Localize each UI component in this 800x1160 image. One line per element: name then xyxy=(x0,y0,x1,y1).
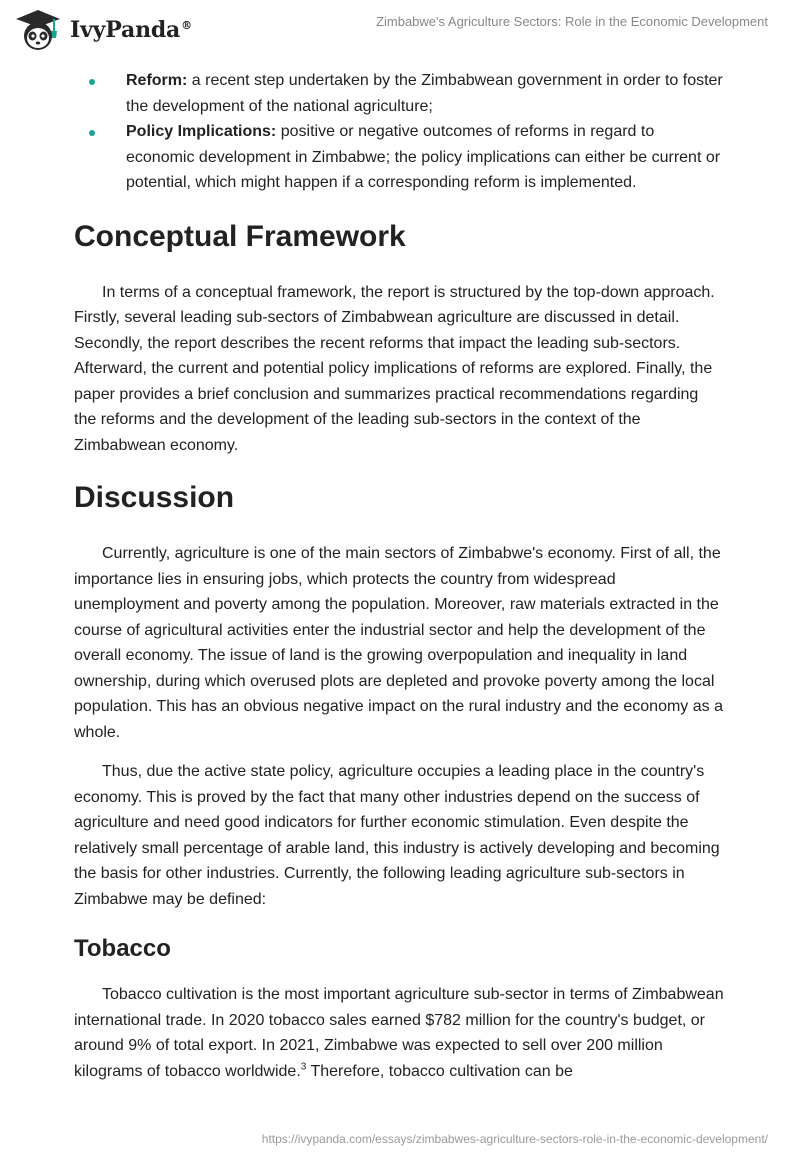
bullet-icon xyxy=(89,130,95,136)
definition-term: Reform: xyxy=(126,72,188,89)
document-title: Zimbabwe's Agriculture Sectors: Role in the Economic Development xyxy=(376,14,768,29)
bullet-icon xyxy=(89,79,95,85)
discussion-heading: Discussion xyxy=(74,481,235,514)
source-url[interactable]: https://ivypanda.com/essays/zimbabwes-agriculture-sectors-role-in-the-economic-development/ xyxy=(261,1132,768,1146)
ivypanda-logo[interactable] xyxy=(14,8,224,52)
discussion-paragraph-1: Currently, agriculture is one of the main sectors of Zimbabwe's economy. First of all, the importance lies in ensuring jobs, which protects the country from widespread unemployment and poverty among the population. Moreover, raw materials extracted in the course of agricultural activities enter the industrial sector and help the development of the overall economy. The issue of land is the growing overpopulation and inequality in land ownership, during which overused plots are depleted and provoke poverty among the local population. This has an obvious negative impact on the rural industry and the economy as a whole. xyxy=(74,545,723,741)
logo-wordmark: IvyPanda® xyxy=(70,17,192,43)
definitions-list xyxy=(74,68,724,196)
tobacco-heading: Tobacco xyxy=(74,935,171,962)
essay-content xyxy=(74,68,724,1084)
tobacco-paragraph: Tobacco cultivation is the most important agriculture sub-sector in terms of Zimbabwean international trade. In 2020 tobacco sales earned $782 million for the country's budget, or around 9% of total export. In 2021, Zimbabwe was expected to sell over 200 million kilograms of tobacco worldwide.$^3$ Therefore, tobacco cultivation can be xyxy=(74,986,724,1080)
definition-text: a recent step undertaken by the Zimbabwean government in order to foster the development of the national agriculture; xyxy=(126,72,723,115)
definition-term: Policy Implications: xyxy=(126,123,277,140)
conceptual-framework-heading: Conceptual Framework xyxy=(74,219,406,253)
page-header xyxy=(0,0,800,60)
footnote-ref[interactable]: 3 xyxy=(300,1061,307,1073)
list-item xyxy=(74,68,724,119)
list-item xyxy=(74,119,724,196)
conceptual-framework-paragraph: In terms of a conceptual framework, the report is structured by the top-down approach. Firstly, several leading sub-sectors of Zimbabwean agriculture are discussed in detail. Secondly, the report describes the recent reforms that impact the leading sub-sectors. Afterward, the current and potential policy implications of reforms are explored. Finally, the paper provides a brief conclusion and summarizes practical recommendations regarding the reforms and the development of the leading sub-sectors in the context of the Zimbabwean economy. xyxy=(74,283,715,454)
discussion-paragraph-2: Thus, due the active state policy, agriculture occupies a leading place in the country's economy. This is proved by the fact that many other industries depend on the success of agriculture and need good indicators for further economic stimulation. Even despite the relatively small percentage of arable land, this industry is actively developing and becoming the basis for other industries. Currently, the following leading agriculture sub-sectors in Zimbabwe may be defined: xyxy=(74,763,720,908)
definition-text: positive or negative outcomes of reforms in regard to economic development in Zimbabwe; the policy implications can either be current or potential, which might happen if a corresponding reform is implemented. xyxy=(126,123,721,191)
panda-graduate-icon xyxy=(14,8,62,52)
